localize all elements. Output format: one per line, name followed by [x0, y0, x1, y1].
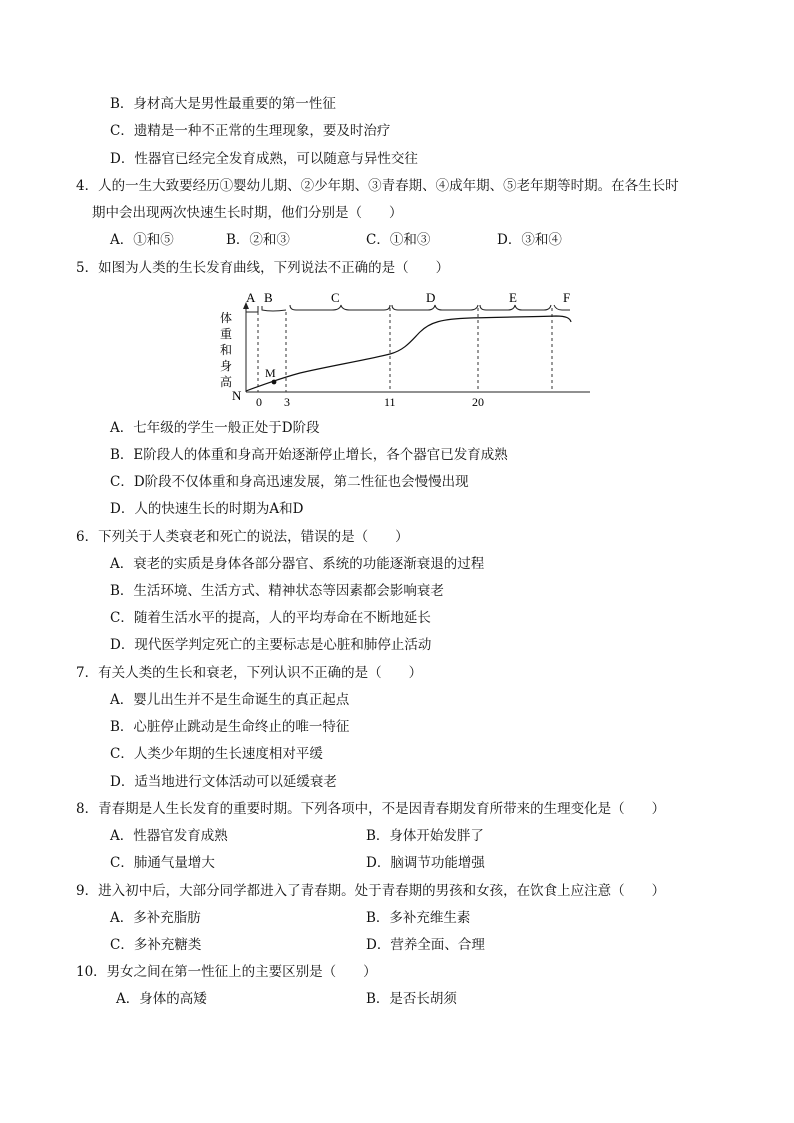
q4-option-d: D．③和④ [497, 232, 562, 248]
y-label-char-4: 身 [220, 359, 233, 373]
q5-option-c: C．D阶段不仅体重和身高迅速发展，第二性征也会慢慢出现 [110, 474, 469, 490]
q7-option-c: C．人类少年期的生长速度相对平缓 [110, 746, 323, 762]
q10-option-a: A．身体的高矮 [116, 991, 207, 1007]
q9-option-a: A．多补充脂肪 [110, 910, 201, 926]
q8-option-d: D．脑调节功能增强 [366, 855, 485, 871]
q8-option-b: B．身体开始发胖了 [366, 828, 484, 844]
q4-stem-line2: 期中会出现两次快速生长时期，他们分别是（ ） [92, 205, 403, 221]
growth-curve-figure [212, 284, 598, 412]
q3-option-b: B．身材高大是男性最重要的第一性征 [110, 96, 336, 112]
point-m-label: M [265, 366, 276, 380]
y-axis-label [220, 310, 232, 389]
q6-option-c: C．随着生活水平的提高，人的平均寿命在不断地延长 [110, 610, 431, 626]
q9-option-c: C．多补充糖类 [110, 937, 202, 953]
tick-11: 11 [384, 395, 396, 409]
stage-label-a: A [246, 290, 256, 305]
q5-option-a: A．七年级的学生一般正处于D阶段 [110, 420, 320, 436]
q6-option-b: B．生活环境、生活方式、精神状态等因素都会影响衰老 [110, 583, 444, 599]
q10-stem: 10．男女之间在第一性征上的主要区别是（ ） [76, 964, 377, 980]
q8-option-a: A．性器官发育成熟 [110, 828, 228, 844]
q10-option-b: B．是否长胡须 [366, 991, 457, 1007]
y-label-char-2: 重 [220, 327, 233, 341]
stage-dividers [258, 308, 552, 392]
q6-stem: 6．下列关于人类衰老和死亡的说法，错误的是（ ） [76, 529, 409, 545]
point-m [272, 380, 277, 385]
growth-curve [246, 316, 571, 391]
q6-option-d: D．现代医学判定死亡的主要标志是心脏和肺停止活动 [110, 637, 432, 653]
stage-label-b: B [264, 290, 273, 305]
q9-stem: 9．进入初中后，大部分同学都进入了青春期。处于青春期的男孩和女孩，在饮食上应注意（ ） [76, 883, 666, 899]
q8-option-c: C．肺通气量增大 [110, 855, 215, 871]
q5-option-d: D．人的快速生长的时期为A和D [110, 501, 304, 517]
q9-option-b: B．多补充维生素 [366, 910, 471, 926]
y-label-char-5: 高 [220, 375, 233, 389]
stage-label-e: E [509, 290, 517, 305]
stage-label-c: C [331, 290, 340, 305]
q9-option-d: D．营养全面、合理 [366, 937, 485, 953]
tick-20: 20 [472, 395, 484, 409]
q4-option-b: B．②和③ [226, 232, 290, 248]
q6-option-a: A．衰老的实质是身体各部分器官、系统的功能逐渐衰退的过程 [110, 556, 485, 572]
origin-label: N [232, 388, 242, 403]
q7-option-b: B．心脏停止跳动是生命终止的唯一特征 [110, 719, 350, 735]
q3-option-c: C．遗精是一种不正常的生理现象，要及时治疗 [110, 123, 391, 139]
stage-label-d: D [426, 290, 436, 305]
q4-option-a: A．①和⑤ [110, 232, 174, 248]
q8-stem: 8．青春期是人生长发育的重要时期。下列各项中，不是因青春期发育所带来的生理变化是（ ） [76, 801, 666, 817]
q7-option-a: A．婴儿出生并不是生命诞生的真正起点 [110, 692, 350, 708]
stage-label-f: F [563, 290, 571, 305]
q7-stem: 7．有关人类的生长和衰老，下列认识不正确的是（ ） [76, 665, 423, 681]
q4-stem-line1: 4．人的一生大致要经历①婴幼儿期、②少年期、③青春期、④成年期、⑤老年期等时期。在各生长时 [76, 178, 679, 194]
q4-option-c: C．①和③ [366, 232, 431, 248]
q5-stem: 5．如图为人类的生长发育曲线，下列说法不正确的是（ ） [76, 260, 450, 276]
q5-option-b: B．E阶段人的体重和身高开始逐渐停止增长，各个器官已发育成熟 [110, 447, 508, 463]
tick-3: 3 [284, 395, 290, 409]
q7-option-d: D．适当地进行文体活动可以延缓衰老 [110, 774, 337, 790]
stage-brackets [246, 305, 570, 312]
q3-option-d: D．性器官已经完全发育成熟，可以随意与异性交往 [110, 151, 418, 167]
tick-0: 0 [256, 395, 262, 409]
y-label-char-1: 体 [220, 311, 233, 325]
y-label-char-3: 和 [220, 343, 233, 357]
